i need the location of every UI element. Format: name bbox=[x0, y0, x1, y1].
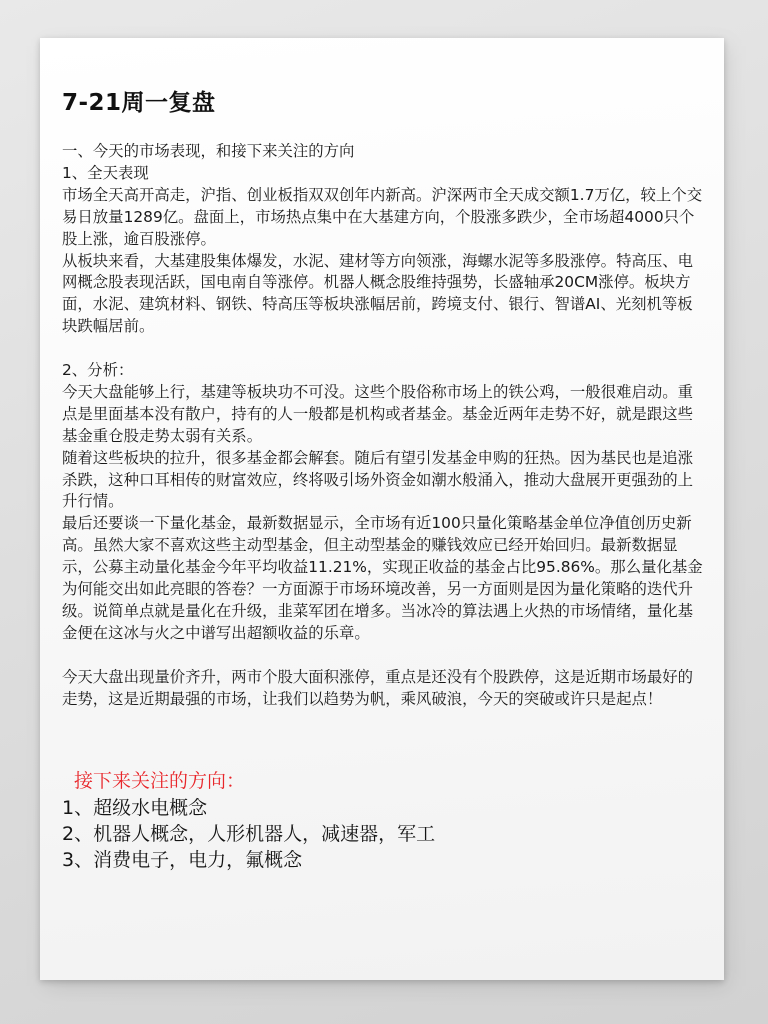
page-title: 7-21周一复盘 bbox=[62, 90, 216, 116]
focus-item: 3、消费电子，电力，氟概念 bbox=[62, 849, 303, 871]
paragraph-analysis-2: 随着这些板块的拉升，很多基金都会解套。随后有望引发基金申购的狂热。因为基民也是追涨杀跌，这种口耳相传的财富效应，终将吸引场外资金如潮水般涌入，推动大盘展开更强劲的上升行情。 bbox=[62, 448, 694, 511]
subheading-analysis: 2、分析： bbox=[62, 361, 134, 380]
paragraph-quant-funds: 最后还要谈一下量化基金，最新数据显示，全市场有近100只量化策略基金单位净值创历史新高。虽然大家不喜欢这些主动型基金，但主动型基金的赚钱效应已经开始回归。最新数据显示，公募主动量化基金今年平均收益11.21%，实现正收益的基金占比95.86%。那么量化基金为何能交出如此亮眼的答卷？一方面源于市场环境改善，另一方面则是因为量化策略的迭代升级。说简单点就是量化在升级，韭菜军团在增多。当冰冷的算法遇上火热的市场情绪，量化基金便在这冰与火之中谱写出超额收益的乐章。 bbox=[62, 514, 703, 642]
focus-list bbox=[62, 795, 435, 873]
article-body bbox=[62, 141, 708, 711]
focus-item: 1、超级水电概念 bbox=[62, 797, 208, 819]
paragraph-market-overview: 市场全天高开高走，沪指、创业板指双双创年内新高。沪深两市全天成交额1.7万亿，较上个交易日放量1289亿。盘面上，市场热点集中在大基建方向，个股涨多跌少，全市场超4000只个股上涨，逾百股涨停。 bbox=[62, 185, 703, 248]
spacer bbox=[62, 338, 708, 360]
paragraph-analysis-1: 今天大盘能够上行，基建等板块功不可没。这些个股俗称市场上的铁公鸡，一般很难启动。重点是里面基本没有散户，持有的人一般都是机构或者基金。基金近两年走势不好，就是跟这些基金重仓股走势太弱有关系。 bbox=[62, 382, 694, 445]
section-heading: 一、今天的市场表现，和接下来关注的方向 bbox=[62, 142, 355, 160]
subheading-full-day: 1、全天表现 bbox=[62, 163, 149, 182]
spacer bbox=[62, 645, 708, 667]
paragraph-sectors: 从板块来看，大基建股集体爆发，水泥、建材等方向领涨，海螺水泥等多股涨停。特高压、电网概念股表现活跃，国电南自等涨停。机器人概念股维持强势，长盛轴承20CM涨停。板块方面，水泥、建筑材料、钢铁、特高压等板块涨幅居前，跨境支付、银行、智谱AI、光刻机等板块跌幅居前。 bbox=[62, 251, 694, 336]
focus-heading: 接下来关注的方向： bbox=[74, 770, 246, 792]
focus-item: 2、机器人概念，人形机器人，减速器，军工 bbox=[62, 823, 436, 845]
paragraph-conclusion: 今天大盘出现量价齐升，两市个股大面积涨停，重点是还没有个股跌停，这是近期市场最好的走势，这是近期最强的市场，让我们以趋势为帆，乘风破浪，今天的突破或许只是起点！ bbox=[62, 667, 694, 708]
